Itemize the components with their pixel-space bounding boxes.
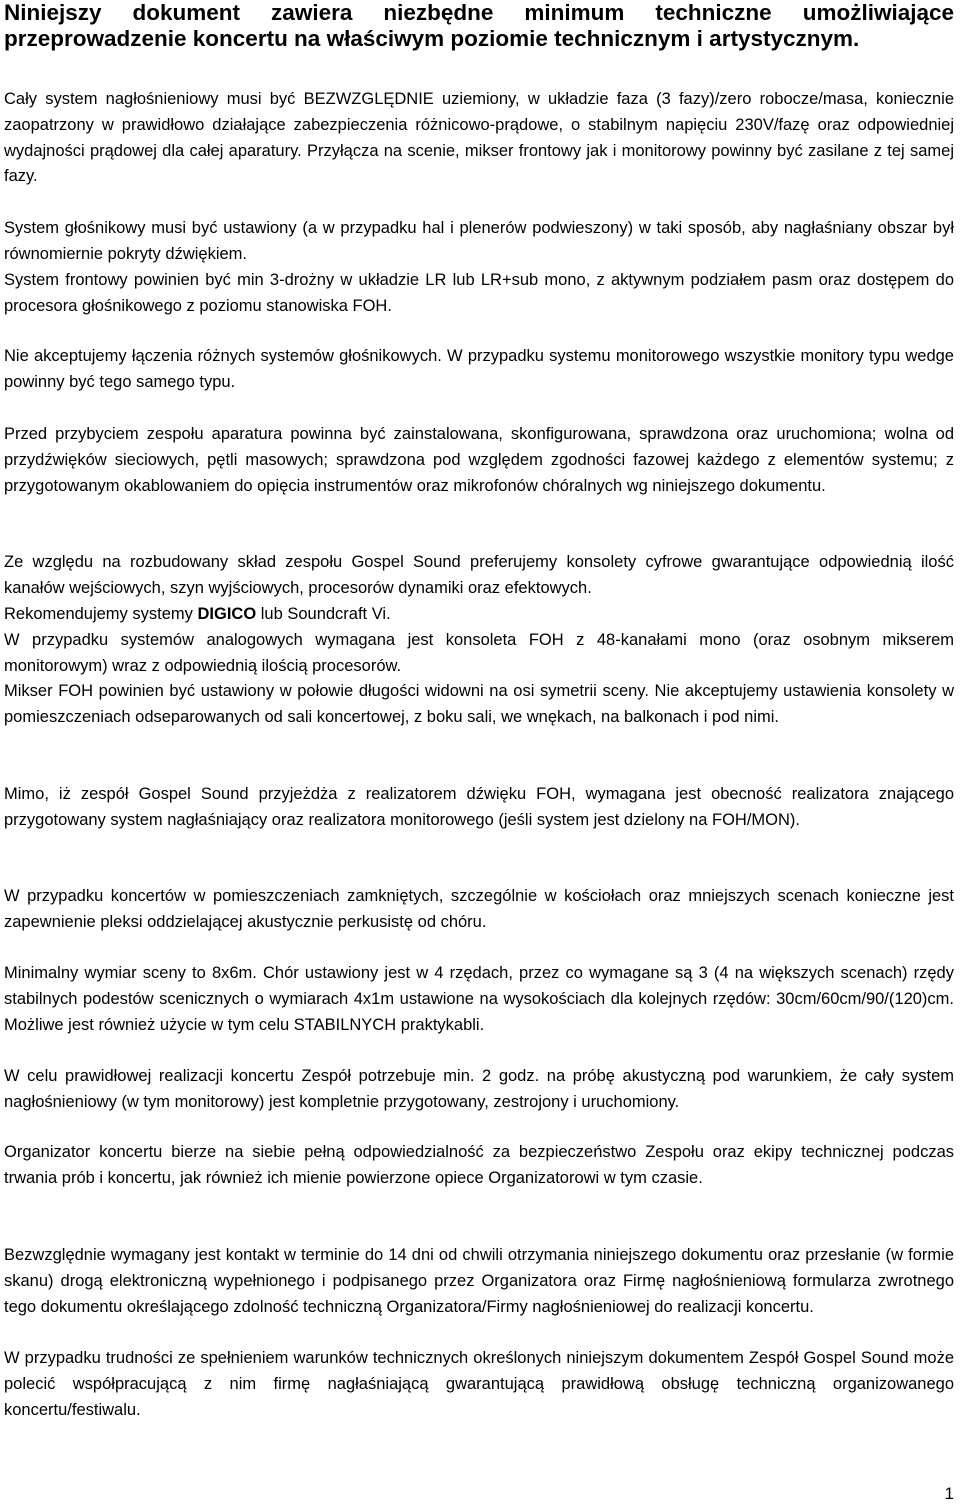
paragraph-plexi: W przypadku koncertów w pomieszczeniach zamkniętych, szczególnie w kościołach oraz mniejszych scenach konieczne jest zapewnienie pleksi oddzielającej akustycznie perkusistę od chóru. <box>4 887 954 931</box>
paragraph-responsibility: Organizator koncertu bierze na siebie pełną odpowiedzialność za bezpieczeństwo Zespołu oraz ekipy technicznej podczas trwania prób i koncertu, jak również ich mienie powierzone opiece Organizatorowi w tym czasie. <box>4 1143 954 1187</box>
paragraph-setup-before-arrival: Przed przybyciem zespołu aparatura powinna być zainstalowana, skonfigurowana, sprawdzona oraz uruchomiona; wolna od przydźwięków sieciowych, pętli masowych; sprawdzona pod względem zgodności fazowej każdego z elementów systemu; z przygotowanym okablowaniem do opięcia instrumentów oraz mikrofonów chóralnych wg niniejszego dokumentu. <box>4 425 954 495</box>
paragraph-contact: Bezwzględnie wymagany jest kontakt w terminie do 14 dni od chwili otrzymania niniejszego dokumentu oraz przesłanie (w formie skanu) drogą elektroniczną wypełnionego i podpisanego przez Organizatora oraz Firmę nagłośnieniową formularza zwrotnego tego dokumentu określającego zdolność techniczną Organizatora/Firmy nagłośnieniowej do realizacji koncertu. <box>4 1246 954 1316</box>
paragraph-front-system: System frontowy powinien być min 3-drożny w układzie LR lub LR+sub mono, z aktywnym podziałem pasm oraz dostępem do procesora głośnikowego z poziomu stanowiska FOH. <box>4 271 954 315</box>
recommendation-prefix: Rekomendujemy systemy <box>4 605 198 623</box>
paragraph-analog-systems: W przypadku systemów analogowych wymagana jest konsoleta FOH z 48-kanałami mono (oraz osobnym mikserem monitorowym) wraz z odpowiednią ilością procesorów. <box>4 631 954 675</box>
paragraph-engineer: Mimo, iż zespół Gospel Sound przyjeżdża z realizatorem dźwięku FOH, wymagana jest obecność realizatora znającego przygotowany system nagłaśniający oraz realizatora monitorowego (jeśli system jest dzielony na FOH/MON). <box>4 785 954 829</box>
paragraph-difficulties: W przypadku trudności ze spełnieniem warunków technicznych określonych niniejszym dokumentem Zespół Gospel Sound może polecić współpracującą z nim firmę nagłaśniającą gwarantującą prawidłową obsługę techniczną organizowanego koncertu/festiwalu. <box>4 1349 954 1419</box>
paragraph-grounding: Cały system nagłośnieniowy musi być BEZWZGLĘDNIE uziemiony, w układzie faza (3 fazy)/zero robocze/masa, koniecznie zaopatrzony w prawidłowo działające zabezpieczenia różnicowo-prądowe, o stabilnym napięciu 230V/fazę oraz odpowiedniej wydajności prądowej dla całej aparatury. Przyłącza na scenie, mikser frontowy jak i monitorowy powinny być zasilane z tej samej fazy. <box>4 90 954 186</box>
paragraph-soundcheck: W celu prawidłowej realizacji koncertu Zespół potrzebuje min. 2 godz. na próbę akustyczną pod warunkiem, że cały system nagłośnieniowy (w tym monitorowy) jest kompletnie przygotowany, zestrojony i uruchomiony. <box>4 1067 954 1111</box>
paragraph-foh-position: Mikser FOH powinien być ustawiony w połowie długości widowni na osi symetrii sceny. Nie akceptujemy ustawienia konsolety w pomieszczeniach odseparowanych od sali koncertowej, z boku sali, we wnękach, na balkonach i pod nimi. <box>4 682 954 726</box>
document-heading: Niniejszy dokument zawiera niezbędne minimum techniczne umożliwiające przeprowadzenie koncertu na właściwym poziomie technicznym i artystycznym. <box>4 0 954 51</box>
page-number: 1 <box>944 1484 954 1503</box>
paragraph-recommendation <box>4 602 954 628</box>
paragraph-stage-size: Minimalny wymiar sceny to 8x6m. Chór ustawiony jest w 4 rzędach, przez co wymagane są 3 (4 na większych scenach) rzędy stabilnych podestów scenicznych o wymiarach 4x1m ustawione na wysokościach dla kolejnych rzędów: 30cm/60cm/90/(120)cm. Możliwe jest również użycie w tym celu STABILNYCH praktykabli. <box>4 964 954 1034</box>
paragraph-digital-consoles: Ze względu na rozbudowany skład zespołu Gospel Sound preferujemy konsolety cyfrowe gwarantujące odpowiednią ilość kanałów wejściowych, szyn wyjściowych, procesorów dynamiki oraz efektowych. <box>4 553 954 597</box>
recommendation-brand: DIGICO <box>197 605 257 623</box>
paragraph-speaker-mixing: Nie akceptujemy łączenia różnych systemów głośnikowych. W przypadku systemu monitorowego wszystkie monitory typu wedge powinny być tego samego typu. <box>4 347 954 391</box>
paragraph-speaker-system: System głośnikowy musi być ustawiony (a w przypadku hal i plenerów podwieszony) w taki sposób, aby nagłaśniany obszar był równomiernie pokryty dźwiękiem. <box>4 219 954 263</box>
recommendation-suffix: lub Soundcraft Vi. <box>256 605 391 623</box>
